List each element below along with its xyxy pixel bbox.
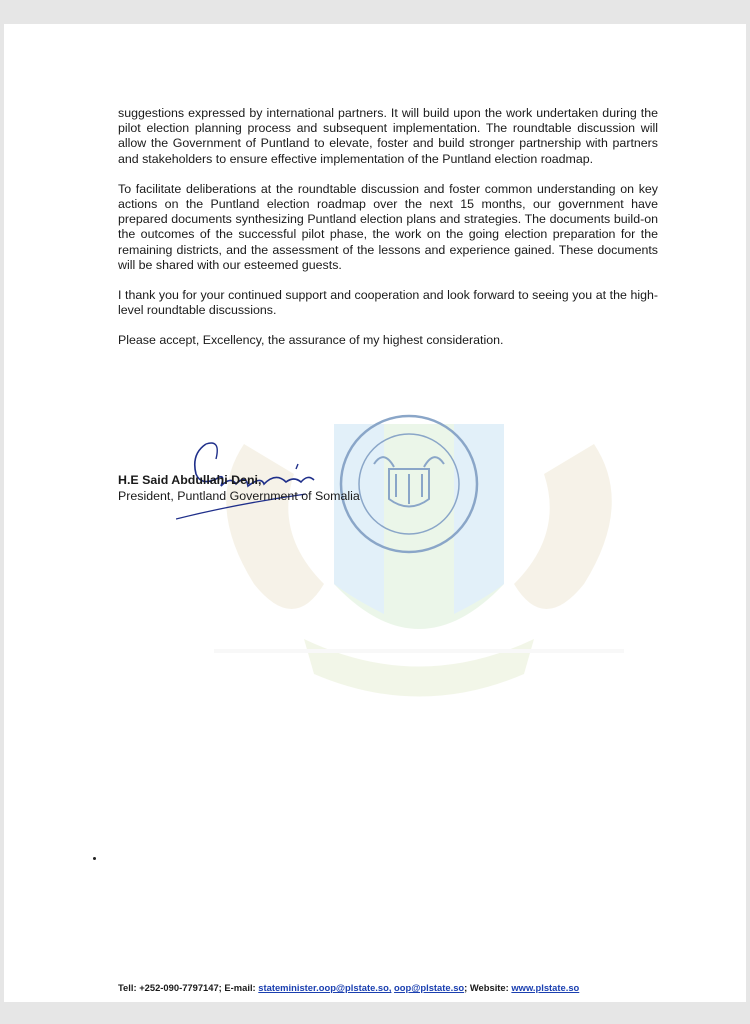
letterhead-footer — [118, 982, 579, 993]
paragraph: I thank you for your continued support and cooperation and look forward to seeing you at the high-level roundtable discussions. — [118, 288, 658, 318]
letter-page — [4, 24, 746, 1002]
website-link[interactable]: www.plstate.so — [511, 982, 580, 993]
letter-body — [118, 106, 658, 364]
tel-number: +252-090-7797147; — [139, 982, 222, 993]
signatory-name: H.E Said Abdullahi Deni, — [118, 473, 262, 487]
closing-line: Please accept, Excellency, the assurance of my highest consideration. — [118, 333, 504, 348]
email-label: E-mail: — [224, 982, 256, 993]
signatory-title: President, Puntland Government of Somalia — [118, 488, 360, 503]
email-link-primary[interactable]: stateminister.oop@plstate.so, — [258, 982, 392, 993]
stray-mark — [93, 857, 96, 860]
website-label: ; Website: — [464, 982, 509, 993]
paragraph: To facilitate deliberations at the roundtable discussion and foster common understanding on key actions on the Puntland election roadmap over the next 15 months, our government have prepared documents synthesizing Puntland election plans and strategies. The documents build-on the outcomes of the successful pilot phase, the work on the going election preparation for the remaining districts, and the assessment of the lessons and experience gained. These documents will be shared with our esteemed guests. — [118, 181, 658, 272]
paragraph: suggestions expressed by international partners. It will build upon the work undertaken during the pilot election planning process and subsequent implementation. The roundtable discussion will allow the Government of Puntland to elevate, foster and build stronger partnership with partners and stakeholders to ensure effective implementation of the Puntland election roadmap. — [118, 106, 658, 166]
signatory-block — [118, 473, 360, 504]
tel-label: Tell: — [118, 982, 137, 993]
email-link-secondary[interactable]: oop@plstate.so — [394, 982, 465, 993]
